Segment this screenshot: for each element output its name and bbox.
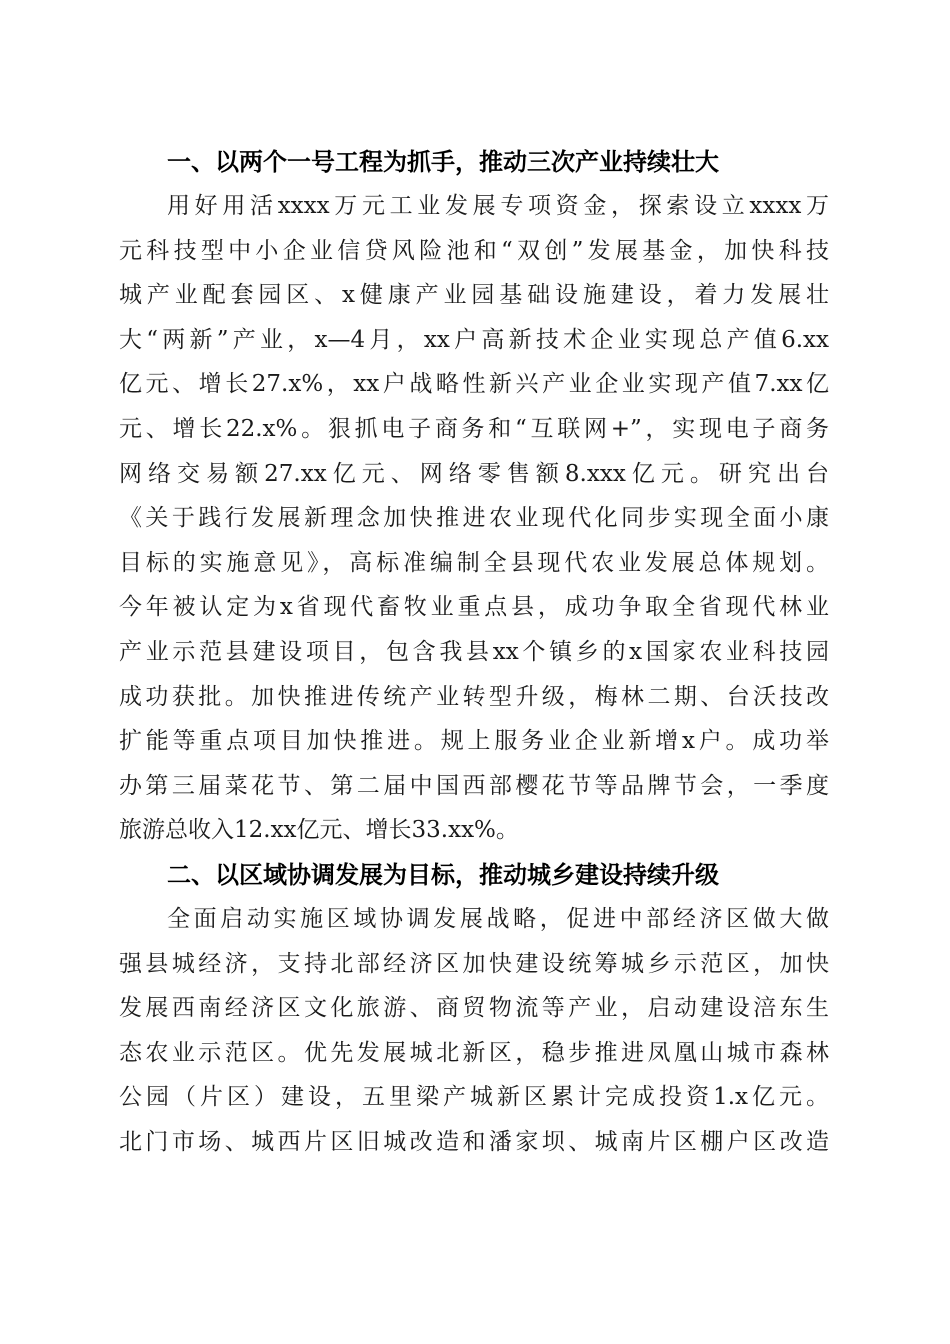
paragraph-line: 发展西南经济区文化旅游、商贸物流等产业，启动建设涪东生	[119, 995, 829, 1022]
paragraph-line: 大“两新”产业，x—4月，xx户高新技术企业实现总产值6.xx	[119, 326, 829, 353]
paragraph-line: 办第三届菜花节、第二届中国西部樱花节等品牌节会，一季度	[119, 772, 829, 799]
section-paragraph	[119, 897, 829, 1165]
section-paragraph	[119, 184, 829, 853]
section-heading: 一、以两个一号工程为抓手，推动三次产业持续壮大	[167, 148, 719, 176]
paragraph-line: 扩能等重点项目加快推进。规上服务业企业新增x户。成功举	[119, 728, 829, 755]
section-heading: 二、以区域协调发展为目标，推动城乡建设持续升级	[167, 860, 719, 889]
paragraph-line: 目标的实施意见》，高标准编制全县现代农业发展总体规划。	[119, 549, 829, 576]
paragraph-line: 城产业配套园区、x健康产业园基础设施建设，着力发展壮	[119, 282, 829, 309]
paragraph-line: 元、增长22.x%。狠抓电子商务和“互联网+”，实现电子商务	[119, 415, 829, 442]
paragraph-line: 旅游总收入12.xx亿元、增长33.xx%。	[119, 817, 519, 844]
paragraph-line: 产业示范县建设项目，包含我县xx个镇乡的x国家农业科技园	[119, 638, 829, 665]
document-body	[119, 140, 829, 1164]
paragraph-line: 成功获批。加快推进传统产业转型升级，梅林二期、台沃技改	[119, 683, 829, 710]
paragraph-line: 今年被认定为x省现代畜牧业重点县，成功争取全省现代林业	[119, 594, 829, 621]
paragraph-line: 强县城经济，支持北部经济区加快建设统筹城乡示范区，加快	[119, 950, 829, 977]
paragraph-line: 《关于践行发展新理念加快推进农业现代化同步实现全面小康	[119, 505, 829, 532]
paragraph-line: 公园（片区）建设，五里梁产城新区累计完成投资1.x亿元。	[119, 1084, 829, 1111]
paragraph-line: 态农业示范区。优先发展城北新区，稳步推进凤凰山城市森林	[119, 1039, 829, 1066]
paragraph-line: 网络交易额27.xx亿元、网络零售额8.xxx亿元。研究出台	[119, 460, 829, 487]
section-1	[119, 140, 829, 853]
section-2	[119, 853, 829, 1165]
paragraph-line: 北门市场、城西片区旧城改造和潘家坝、城南片区棚户区改造	[119, 1128, 829, 1155]
paragraph-line: 用好用活xxxx万元工业发展专项资金，探索设立xxxx万	[167, 193, 829, 219]
paragraph-line: 元科技型中小企业信贷风险池和“双创”发展基金，加快科技	[119, 237, 829, 264]
paragraph-line: 亿元、增长27.x%，xx户战略性新兴产业企业实现产值7.xx亿	[119, 371, 829, 398]
paragraph-line: 全面启动实施区域协调发展战略，促进中部经济区做大做	[167, 905, 829, 932]
